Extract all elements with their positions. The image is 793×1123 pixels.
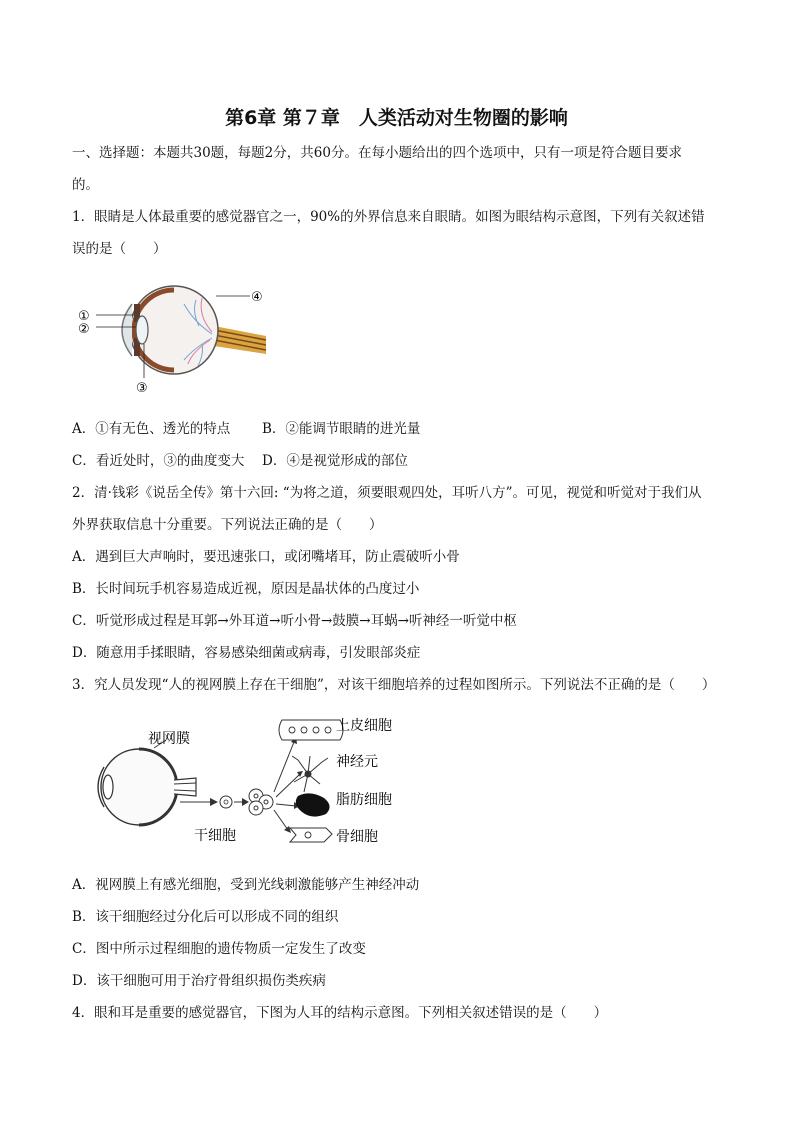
stem-cell [220,796,232,808]
optic-nerve [214,326,266,354]
label-fat-cell: 脂肪细胞 [336,792,392,808]
cornea-shape [122,304,132,356]
section-instruction-line1: 一、选择题：本题共30题，每题2分，共60分。在每小题给出的四个选项中，只有一项是符合题目要求 [72,145,682,161]
q1-stem-line1: 1．眼睛是人体最重要的感觉器官之一，90%的外界信息来自眼睛。如图为眼结构示意图，下列有关叙述错 [72,209,705,225]
page-title: 第6章 第７章 人类活动对生物圈的影响 [225,107,568,129]
bone-cell [290,828,332,842]
label-epithelial-cell: 上皮细胞 [336,718,392,734]
section-instruction-line2: 的。 [72,177,99,193]
epithelial-cells [279,720,343,740]
q1-stem-line2: 误的是（ ） [72,241,167,257]
label-neuron: 神经元 [336,754,378,770]
q4-stem-line1: 4．眼和耳是重要的感觉器官，下图为人耳的结构示意图。下列相关叙述错误的是（ ） [72,1005,608,1021]
q3-option-d: D．该干细胞可用于治疗骨组织损伤类疾病 [72,973,326,989]
q2-stem-line1: 2．清·钱彩《说岳全传》第十六回: “为将之道，须要眼观四处，耳听八方”。可见，视觉和听觉对于我们从 [72,485,702,501]
q2-stem-line2: 外界获取信息十分重要。下列说法正确的是（ ） [72,517,383,533]
label-retina: 视网膜 [148,731,190,747]
eye-label-3: ③ [136,381,148,396]
eye-label-4: ④ [251,290,263,305]
q2-option-c: C．听觉形成过程是耳郭→外耳道→听小骨→鼓膜→耳蜗→听神经一听觉中枢 [72,613,517,629]
q1-option-d: D．④是视觉形成的部位 [262,453,408,469]
cell-cluster [249,789,273,815]
stem-cell-differentiation-figure [84,712,404,857]
eye-diagram [98,740,196,825]
q3-option-a: A．视网膜上有感光细胞，受到光线刺激能够产生神经冲动 [72,877,420,893]
label-stem-cell: 干细胞 [194,828,236,844]
q2-option-d: D．随意用手揉眼睛，容易感染细菌或病毒，引发眼部炎症 [72,645,421,661]
q1-option-b: B．②能调节眼睛的进光量 [262,421,421,437]
q1-option-c: C．看近处时，③的曲度变大 [72,453,245,469]
neuron-cell [292,756,328,792]
q2-option-b: B．长时间玩手机容易造成近视，原因是晶状体的凸度过小 [72,581,420,597]
fat-cell [296,793,330,816]
label-bone-cell: 骨细胞 [336,829,378,845]
q3-option-b: B．该干细胞经过分化后可以形成不同的组织 [72,909,339,925]
q3-option-c: C．图中所示过程细胞的遗传物质一定发生了改变 [72,941,366,957]
eye-structure-figure [74,282,274,397]
q2-option-a: A．遇到巨大声响时，要迅速张口，或闭嘴堵耳，防止震破听小骨 [72,549,460,565]
lens-shape [136,316,148,344]
eye-label-2: ② [78,322,90,337]
q3-stem-line1: 3．究人员发现“人的视网膜上存在干细胞”，对该干细胞培养的过程如图所示。下列说法不正确的是（ ） [72,677,716,693]
eye-label-1: ① [78,309,90,324]
q1-option-a: A．①有无色、透光的特点 [72,421,231,437]
